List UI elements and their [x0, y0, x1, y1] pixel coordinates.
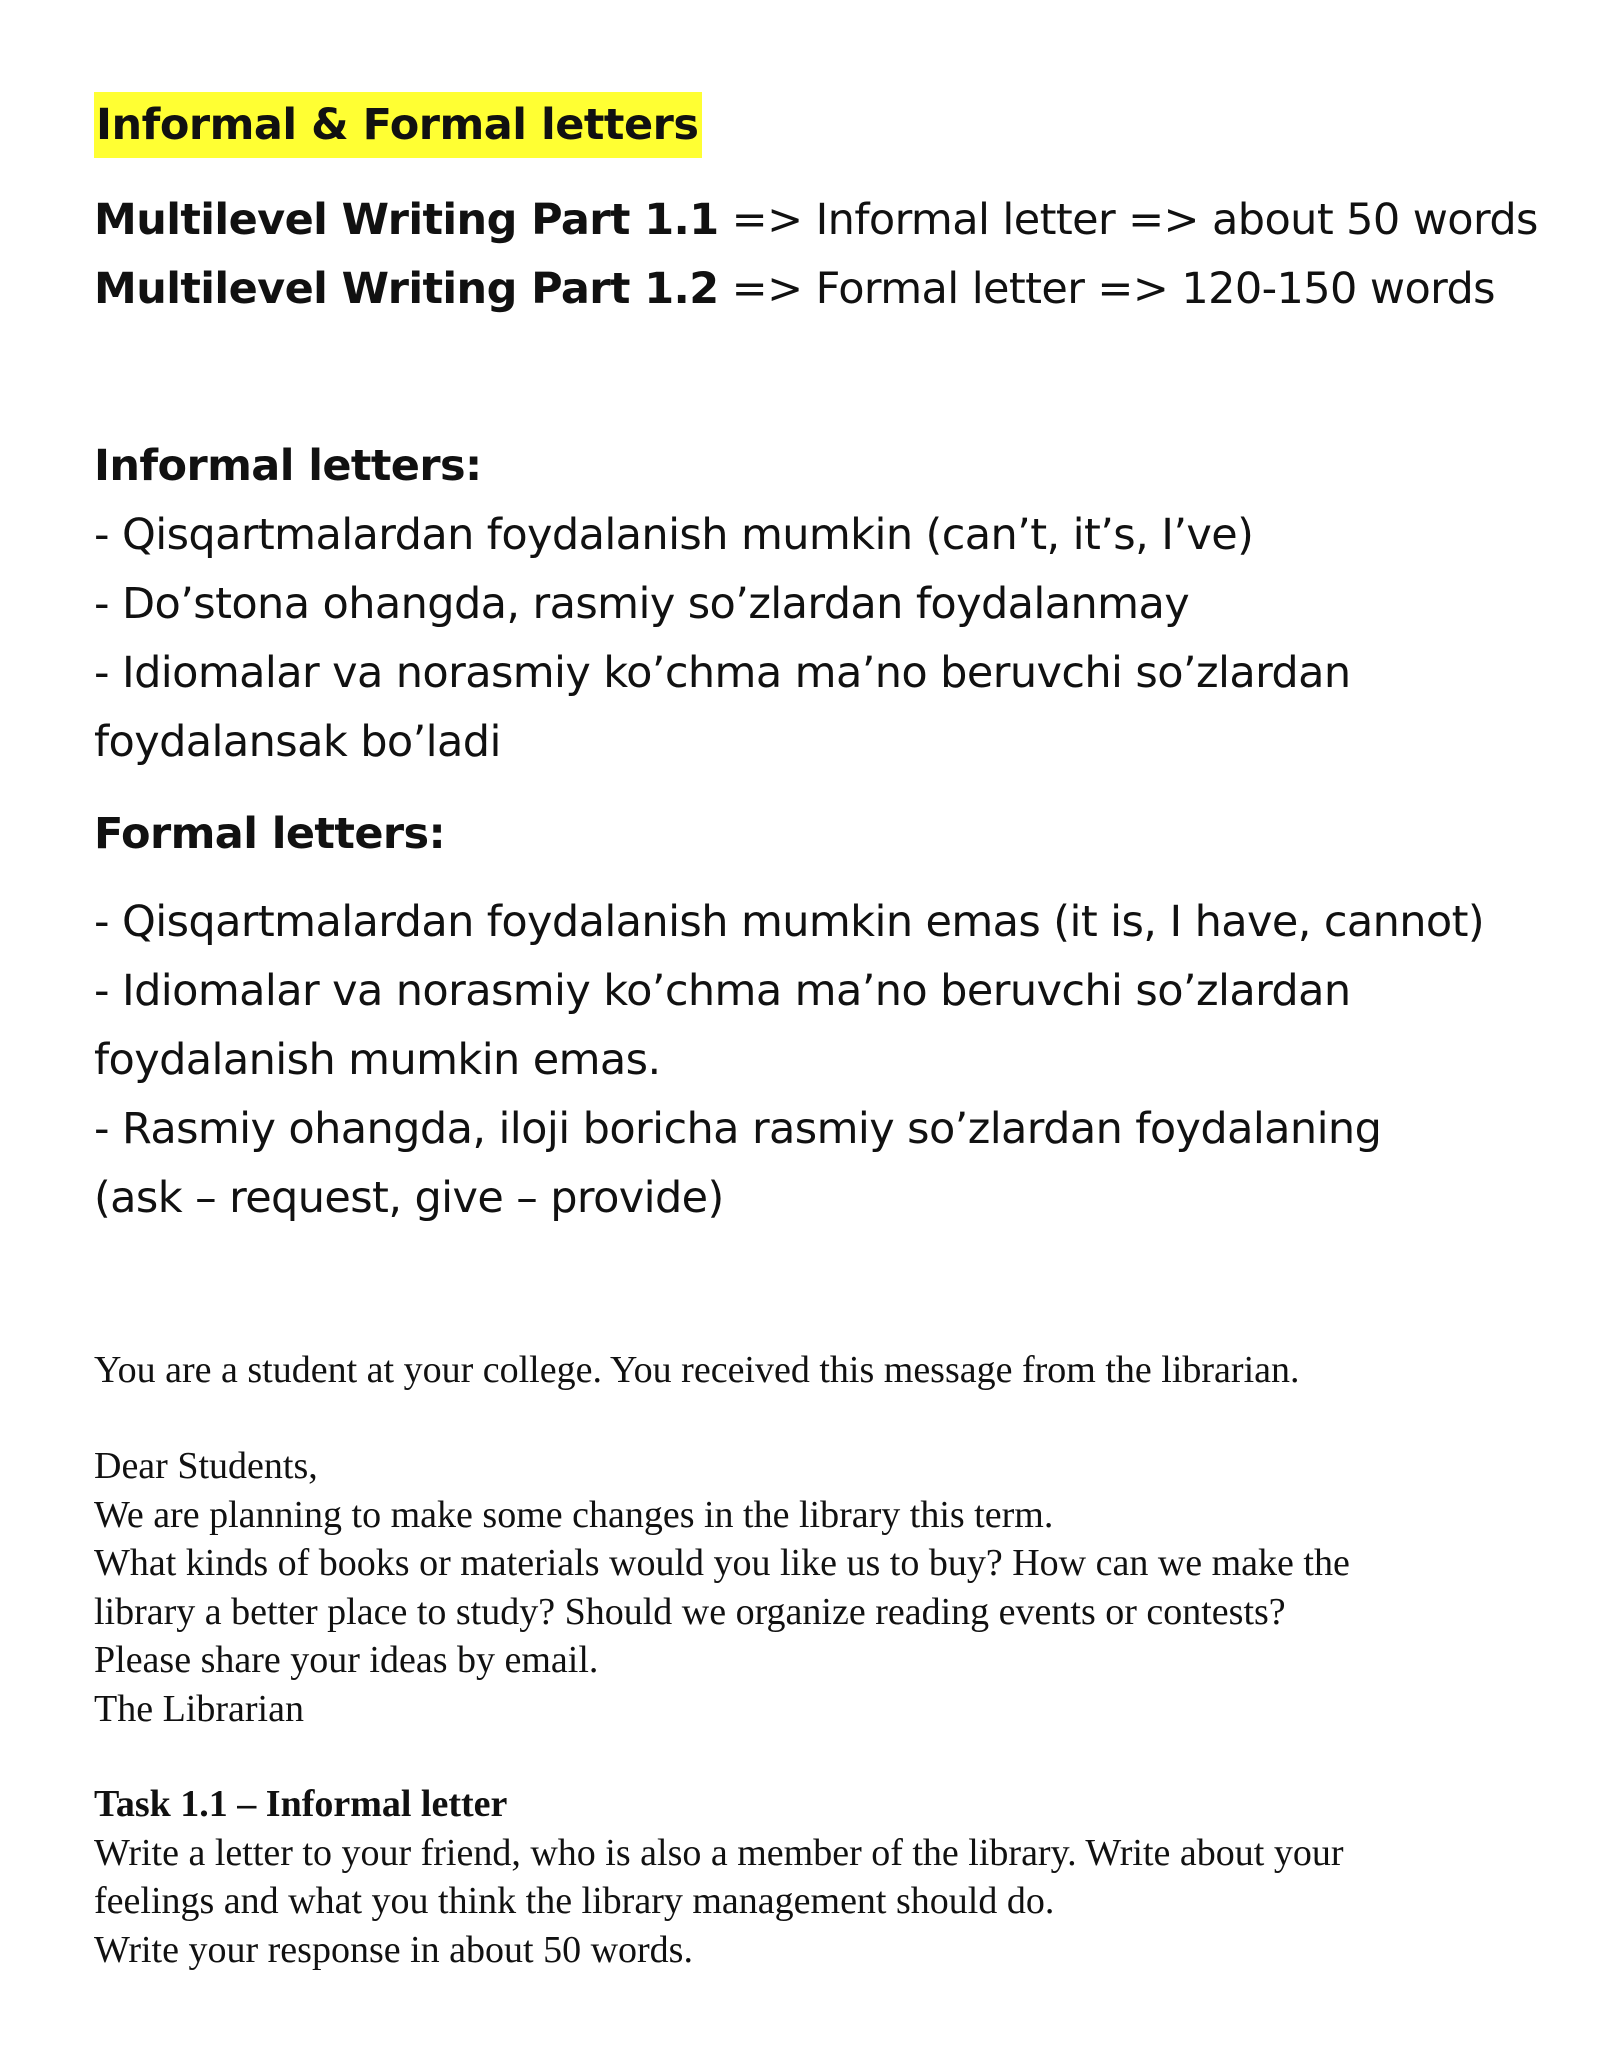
message-line: Dear Students, — [94, 1445, 318, 1487]
formal-rule: - Qisqartmalardan foydalanish mumkin emas (it is, I have, cannot) — [94, 897, 1485, 947]
informal-rule: - Idiomalar va norasmiy ko’chma ma’no beruvchi so’zlardan — [94, 648, 1351, 698]
message-line: The Librarian — [94, 1687, 304, 1730]
task-title: Task 1.1 – Informal letter — [94, 1783, 508, 1825]
page-title: Informal & Formal letters — [94, 92, 702, 158]
task-line: Write your response in about 50 words. — [94, 1928, 693, 1971]
informal-rule: - Qisqartmalardan foydalanish mumkin (can’t, it’s, I’ve) — [94, 510, 1254, 560]
informal-heading: Informal letters: — [94, 441, 482, 491]
task-intro: You are a student at your college. You received this message from the librarian. — [94, 1349, 1300, 1391]
formal-rule: (ask – request, give – provide) — [94, 1173, 724, 1223]
message-line: What kinds of books or materials would you like us to buy? How can we make the — [94, 1542, 1350, 1584]
message-line: library a better place to study? Should we organize reading events or contests? — [94, 1590, 1286, 1633]
informal-section — [94, 432, 1534, 777]
formal-rule: - Idiomalar va norasmiy ko’chma ma’no beruvchi so’zlardan — [94, 966, 1351, 1016]
part-desc: => Informal letter => about 50 words — [718, 195, 1538, 245]
part-desc: => Formal letter => 120-150 words — [718, 264, 1495, 314]
part-line — [94, 255, 1538, 324]
formal-section — [94, 888, 1554, 1233]
part-label: Multilevel Writing Part 1.2 — [94, 264, 719, 314]
task-section — [94, 1780, 1344, 1974]
part-line — [94, 186, 1538, 255]
message-line: We are planning to make some changes in the library this term. — [94, 1493, 1054, 1536]
part-label: Multilevel Writing Part 1.1 — [94, 195, 719, 245]
informal-rule: foydalansak bo’ladi — [94, 717, 501, 767]
informal-rule: - Do’stona ohangda, rasmiy so’zlardan foydalanmay — [94, 579, 1190, 629]
formal-rule: - Rasmiy ohangda, iloji boricha rasmiy so’zlardan foydalaning — [94, 1104, 1382, 1154]
formal-section-heading-wrap — [94, 800, 445, 869]
task-line: feelings and what you think the library management should do. — [94, 1880, 1055, 1922]
librarian-message — [94, 1442, 1350, 1733]
part-list — [94, 186, 1538, 324]
formal-rule: foydalanish mumkin emas. — [94, 1035, 661, 1085]
formal-heading: Formal letters: — [94, 809, 446, 859]
message-line: Please share your ideas by email. — [94, 1639, 599, 1681]
task-line: Write a letter to your friend, who is also a member of the library. Write about your — [94, 1831, 1344, 1874]
